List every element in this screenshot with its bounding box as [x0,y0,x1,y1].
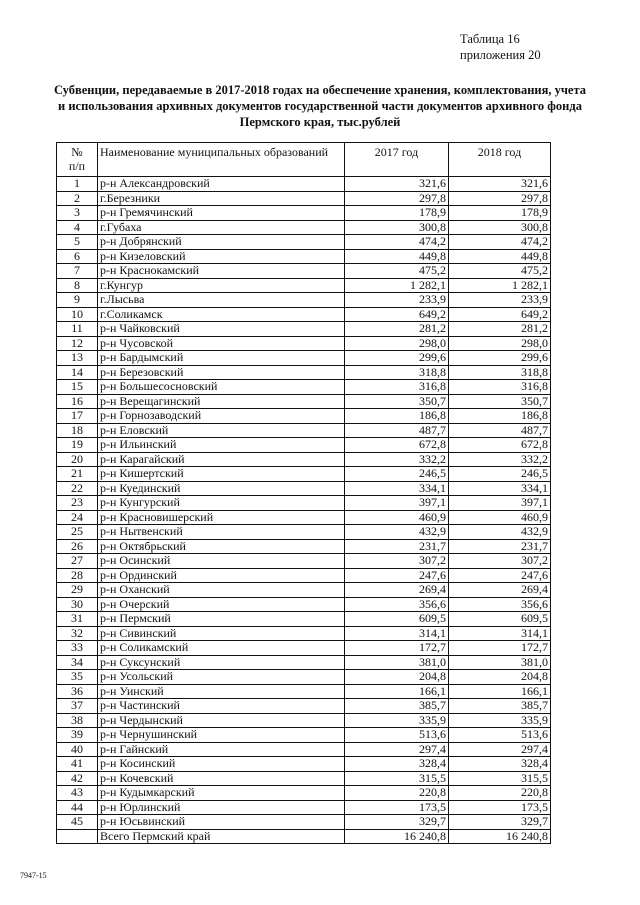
row-value-2018: 513,6 [449,728,551,743]
row-value-2017: 397,1 [345,496,449,511]
row-value-2017: 300,8 [345,220,449,235]
row-value-2017: 449,8 [345,249,449,264]
table-row [57,351,551,366]
row-number: 26 [57,539,98,554]
row-name: р-н Уинский [98,684,345,699]
table-row [57,322,551,337]
row-number: 37 [57,699,98,714]
table-row [57,539,551,554]
row-name: р-н Кудымкарский [98,786,345,801]
table-row [57,713,551,728]
table-row [57,800,551,815]
table-row [57,293,551,308]
table-row [57,278,551,293]
row-name: г.Кунгур [98,278,345,293]
appendix-number: приложения 20 [460,48,541,62]
row-number: 35 [57,670,98,685]
row-value-2018: 247,6 [449,568,551,583]
row-number: 19 [57,438,98,453]
title-line-2: и использования архивных документов государственной части документов архивного фонда [58,99,582,113]
row-value-2018: 318,8 [449,365,551,380]
row-value-2017: 1 282,1 [345,278,449,293]
table-number: Таблица 16 [460,32,520,46]
row-number: 44 [57,800,98,815]
row-value-2017: 334,1 [345,481,449,496]
table-row [57,684,551,699]
row-value-2018: 475,2 [449,264,551,279]
row-name: р-н Осинский [98,554,345,569]
row-value-2017: 299,6 [345,351,449,366]
row-name: Всего Пермский край [98,829,345,844]
table-row [57,177,551,192]
header-num-symbol: № [71,145,83,159]
row-number: 33 [57,641,98,656]
row-name: р-н Гайнский [98,742,345,757]
row-value-2017: 350,7 [345,394,449,409]
table-body [57,177,551,844]
row-value-2018: 281,2 [449,322,551,337]
table-row [57,235,551,250]
table-row [57,728,551,743]
row-value-2018: 350,7 [449,394,551,409]
row-name: р-н Чернушинский [98,728,345,743]
row-value-2018: 649,2 [449,307,551,322]
row-name: р-н Сивинский [98,626,345,641]
row-name: р-н Бардымский [98,351,345,366]
row-name: р-н Краснокамский [98,264,345,279]
row-value-2018: 204,8 [449,670,551,685]
row-number: 11 [57,322,98,337]
row-number: 13 [57,351,98,366]
row-value-2017: 316,8 [345,380,449,395]
row-value-2017: 297,8 [345,191,449,206]
header-2017: 2017 год [345,143,449,177]
table-row [57,409,551,424]
row-value-2018: 329,7 [449,815,551,830]
row-value-2018: 315,5 [449,771,551,786]
row-number: 27 [57,554,98,569]
row-name: р-н Верещагинский [98,394,345,409]
row-value-2018: 172,7 [449,641,551,656]
row-value-2017: 204,8 [345,670,449,685]
row-value-2018: 432,9 [449,525,551,540]
row-number: 24 [57,510,98,525]
table-row [57,336,551,351]
row-number: 4 [57,220,98,235]
row-value-2018: 381,0 [449,655,551,670]
row-value-2017: 328,4 [345,757,449,772]
table-row [57,786,551,801]
row-number: 29 [57,583,98,598]
table-row [57,525,551,540]
table-row [57,641,551,656]
row-number: 42 [57,771,98,786]
row-value-2018: 385,7 [449,699,551,714]
row-value-2017: 297,4 [345,742,449,757]
row-value-2017: 231,7 [345,539,449,554]
table-row [57,394,551,409]
row-value-2018: 173,5 [449,800,551,815]
table-row [57,655,551,670]
row-value-2017: 460,9 [345,510,449,525]
row-value-2017: 314,1 [345,626,449,641]
row-value-2018: 672,8 [449,438,551,453]
row-value-2017: 487,7 [345,423,449,438]
row-number: 28 [57,568,98,583]
row-name: г.Губаха [98,220,345,235]
row-value-2017: 432,9 [345,525,449,540]
table-row [57,597,551,612]
row-value-2017: 298,0 [345,336,449,351]
row-value-2017: 16 240,8 [345,829,449,844]
row-number: 1 [57,177,98,192]
table-row [57,568,551,583]
row-name: р-н Частинский [98,699,345,714]
row-value-2017: 329,7 [345,815,449,830]
row-value-2017: 233,9 [345,293,449,308]
row-name: р-н Кочевский [98,771,345,786]
row-name: р-н Карагайский [98,452,345,467]
table-row [57,626,551,641]
row-number: 16 [57,394,98,409]
row-value-2017: 513,6 [345,728,449,743]
table-row [57,365,551,380]
row-name: р-н Гремячинский [98,206,345,221]
row-value-2017: 335,9 [345,713,449,728]
row-value-2018: 356,6 [449,597,551,612]
row-value-2018: 609,5 [449,612,551,627]
row-value-2018: 314,1 [449,626,551,641]
row-name: р-н Чердынский [98,713,345,728]
row-value-2017: 332,2 [345,452,449,467]
row-value-2018: 166,1 [449,684,551,699]
table-header-row [57,143,551,177]
row-value-2017: 173,5 [345,800,449,815]
row-name: р-н Косинский [98,757,345,772]
row-value-2018: 487,7 [449,423,551,438]
row-name: р-н Большесосновский [98,380,345,395]
row-value-2018: 299,6 [449,351,551,366]
row-number: 32 [57,626,98,641]
row-value-2018: 316,8 [449,380,551,395]
row-value-2017: 178,9 [345,206,449,221]
row-value-2018: 335,9 [449,713,551,728]
row-value-2017: 315,5 [345,771,449,786]
row-value-2017: 246,5 [345,467,449,482]
table-row [57,249,551,264]
row-number [57,829,98,844]
row-value-2018: 1 282,1 [449,278,551,293]
row-number: 10 [57,307,98,322]
row-name: р-н Горнозаводский [98,409,345,424]
table-row [57,481,551,496]
row-number: 21 [57,467,98,482]
row-value-2018: 220,8 [449,786,551,801]
row-value-2018: 474,2 [449,235,551,250]
row-value-2017: 356,6 [345,597,449,612]
table-reference [460,31,541,63]
row-name: р-н Березовский [98,365,345,380]
row-name: р-н Александровский [98,177,345,192]
row-number: 3 [57,206,98,221]
table-row [57,220,551,235]
row-number: 39 [57,728,98,743]
row-name: р-н Оханский [98,583,345,598]
header-2018: 2018 год [449,143,551,177]
table-row [57,510,551,525]
row-name: р-н Ординский [98,568,345,583]
document-title [40,82,600,130]
row-value-2017: 321,6 [345,177,449,192]
row-number: 41 [57,757,98,772]
row-value-2018: 334,1 [449,481,551,496]
row-name: р-н Чусовской [98,336,345,351]
row-value-2017: 166,1 [345,684,449,699]
row-number: 2 [57,191,98,206]
table-row [57,423,551,438]
row-number: 23 [57,496,98,511]
row-name: р-н Юрлинский [98,800,345,815]
header-name: Наименование муниципальных образований [98,143,345,177]
table-row [57,264,551,279]
row-value-2017: 609,5 [345,612,449,627]
row-name: р-н Куединский [98,481,345,496]
row-number: 9 [57,293,98,308]
row-name: р-н Красновишерский [98,510,345,525]
row-name: р-н Юсьвинский [98,815,345,830]
table-row [57,438,551,453]
row-number: 38 [57,713,98,728]
row-name: г.Лысьва [98,293,345,308]
row-name: р-н Добрянский [98,235,345,250]
table-row [57,452,551,467]
row-name: р-н Кишертский [98,467,345,482]
row-name: р-н Кизеловский [98,249,345,264]
row-value-2018: 397,1 [449,496,551,511]
table-row [57,206,551,221]
row-number: 7 [57,264,98,279]
table-row [57,757,551,772]
row-value-2018: 449,8 [449,249,551,264]
row-value-2018: 297,8 [449,191,551,206]
row-value-2017: 247,6 [345,568,449,583]
row-number: 12 [57,336,98,351]
row-value-2018: 300,8 [449,220,551,235]
row-value-2017: 172,7 [345,641,449,656]
row-name: р-н Пермский [98,612,345,627]
row-number: 22 [57,481,98,496]
row-value-2017: 318,8 [345,365,449,380]
row-number: 25 [57,525,98,540]
row-number: 40 [57,742,98,757]
row-name: р-н Нытвенский [98,525,345,540]
row-name: г.Соликамск [98,307,345,322]
row-value-2018: 297,4 [449,742,551,757]
table-row [57,467,551,482]
row-number: 30 [57,597,98,612]
title-line-3: Пермского края, тыс.рублей [239,115,401,129]
table-row [57,612,551,627]
table-row [57,191,551,206]
row-value-2018: 332,2 [449,452,551,467]
row-value-2018: 246,5 [449,467,551,482]
subvention-table [56,142,551,844]
header-num-abbrev: п/п [68,158,86,173]
row-number: 43 [57,786,98,801]
row-name: р-н Суксунский [98,655,345,670]
title-line-1: Субвенции, передаваемые в 2017-2018 годах на обеспечение хранения, комплектования, учета [53,83,587,97]
table-row [57,699,551,714]
row-value-2017: 672,8 [345,438,449,453]
row-value-2018: 233,9 [449,293,551,308]
row-value-2018: 321,6 [449,177,551,192]
row-value-2018: 178,9 [449,206,551,221]
row-value-2018: 16 240,8 [449,829,551,844]
row-name: р-н Октябрьский [98,539,345,554]
table-row [57,742,551,757]
row-name: р-н Кунгурский [98,496,345,511]
row-name: р-н Ильинский [98,438,345,453]
row-value-2017: 220,8 [345,786,449,801]
row-name: р-н Соликамский [98,641,345,656]
row-value-2018: 307,2 [449,554,551,569]
row-value-2017: 475,2 [345,264,449,279]
row-number: 45 [57,815,98,830]
row-name: р-н Усольский [98,670,345,685]
table-row [57,815,551,830]
row-value-2017: 307,2 [345,554,449,569]
table-row [57,583,551,598]
table-row [57,670,551,685]
row-number: 8 [57,278,98,293]
row-value-2018: 269,4 [449,583,551,598]
row-value-2018: 186,8 [449,409,551,424]
table-row [57,554,551,569]
row-value-2017: 385,7 [345,699,449,714]
row-value-2018: 328,4 [449,757,551,772]
row-value-2018: 231,7 [449,539,551,554]
table-row [57,307,551,322]
row-name: р-н Очерский [98,597,345,612]
footer-code: 7947-15 [20,871,47,880]
row-number: 31 [57,612,98,627]
row-number: 17 [57,409,98,424]
row-name: р-н Еловский [98,423,345,438]
row-value-2017: 186,8 [345,409,449,424]
row-number: 34 [57,655,98,670]
row-number: 6 [57,249,98,264]
table-row [57,496,551,511]
row-value-2017: 649,2 [345,307,449,322]
row-value-2017: 269,4 [345,583,449,598]
row-number: 18 [57,423,98,438]
table-row [57,380,551,395]
row-value-2017: 281,2 [345,322,449,337]
header-num [57,143,98,177]
row-value-2018: 298,0 [449,336,551,351]
row-value-2017: 474,2 [345,235,449,250]
row-number: 20 [57,452,98,467]
row-name: р-н Чайковский [98,322,345,337]
row-number: 15 [57,380,98,395]
row-number: 5 [57,235,98,250]
table-row [57,771,551,786]
table-total-row [57,829,551,844]
row-value-2017: 381,0 [345,655,449,670]
row-name: г.Березники [98,191,345,206]
row-number: 14 [57,365,98,380]
row-value-2018: 460,9 [449,510,551,525]
row-number: 36 [57,684,98,699]
